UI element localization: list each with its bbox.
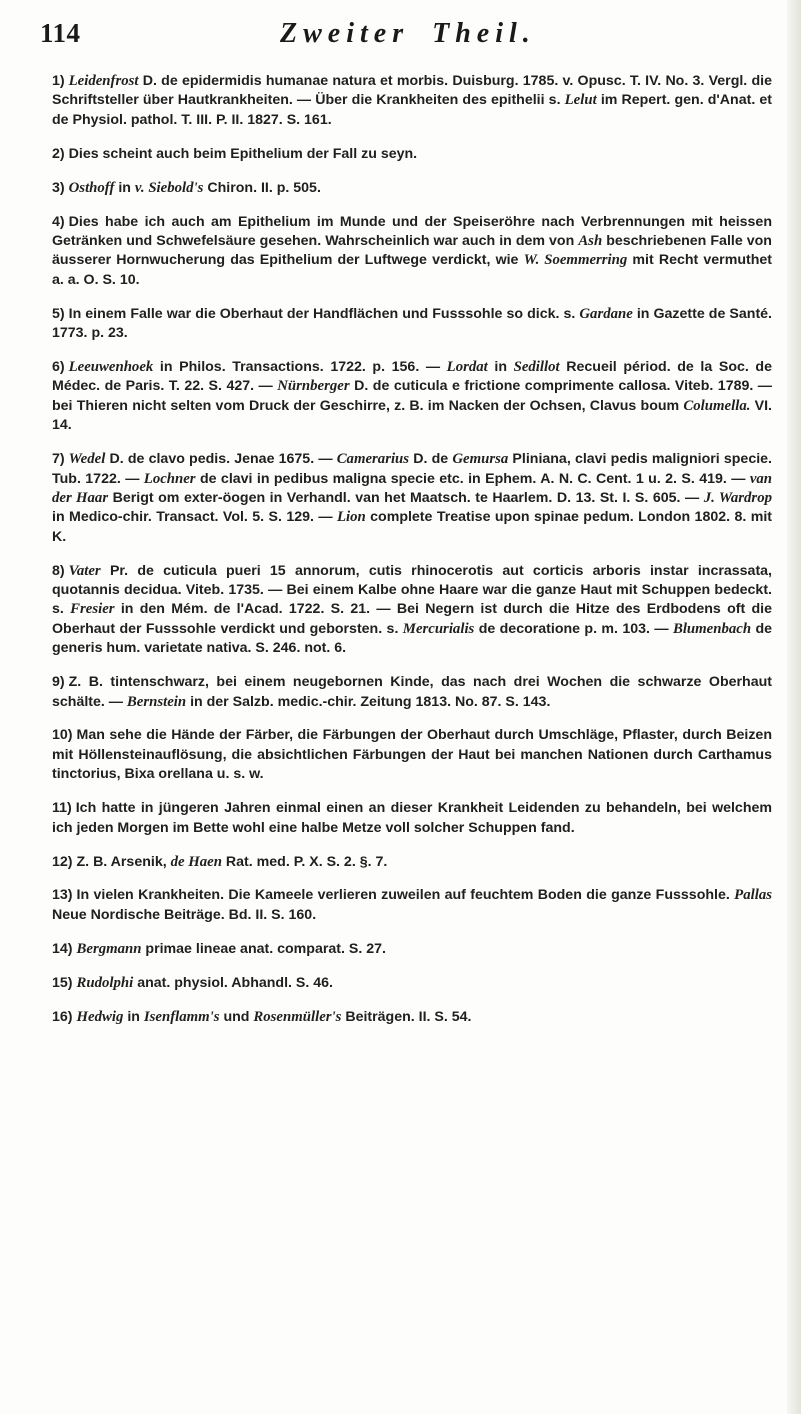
footnote-number: 9) — [52, 674, 65, 691]
footnote-number: 13) — [52, 887, 73, 904]
cited-name: Ash — [578, 232, 603, 249]
cited-name: Sedillot — [513, 358, 560, 375]
footnote-text: Ich hatte in jüngeren Jahren einmal einen an dieser Krankheit Leidenden zu behandeln, bei welchem ich jeden Morgen im Bette wohl eine halbe Metze voll solcher Schuppen fand. — [52, 800, 772, 836]
footnote-text: beschriebenen Falle von äusserer Hornwucherung das Epithelium der Luftwege verdickt, wie — [52, 232, 772, 269]
footnote — [52, 72, 772, 130]
footnote — [52, 974, 772, 993]
footnote-number: 11) — [52, 800, 72, 817]
cited-name: Osthoff — [68, 179, 115, 196]
cited-name: van der Haar — [52, 470, 773, 506]
footnote-text: VI. 14. — [52, 397, 772, 434]
cited-name: Fresier — [70, 601, 115, 618]
footnote-text: Dies habe ich auch am Epithelium im Munde und der Speiseröhre nach Verbrennungen mit heissen Getränken und Schwefelsäure gesehen. Wahrscheinlich war auch in dem von — [52, 213, 772, 249]
cited-name: Lochner — [143, 470, 196, 487]
footnote-text: anat. physiol. Abhandl. S. 46. — [133, 974, 333, 991]
footnote-text: Chiron. II. p. 505. — [203, 179, 321, 196]
cited-name: Lelut — [564, 92, 597, 109]
footnote-number: 8) — [52, 562, 65, 579]
footnote-text: D. de — [409, 451, 453, 468]
footnote-text: primae lineae anat. comparat. S. 27. — [141, 940, 386, 957]
cited-name: de Haen — [170, 853, 222, 870]
footnote — [52, 179, 772, 198]
cited-name: Leidenfrost — [68, 73, 139, 89]
footnote-text: Pr. de cuticula pueri 15 annorum, cutis rhinocerotis aut corticis arboris instar incrassata, quotannis decidua. Viteb. 1735. — Bei einem Kalbe ohne Haare war die ganze Haut mit Schuppen bedeckt. s. — [52, 562, 772, 618]
footnote-number: 7) — [52, 451, 65, 468]
cited-name: Bergmann — [76, 940, 142, 957]
cited-name: v. Siebold's — [134, 179, 204, 196]
footnote — [52, 450, 772, 547]
footnote-number: 10) — [52, 727, 73, 744]
footnote-text: in Gazette de Santé. 1773. p. 23. — [52, 305, 772, 342]
footnote-text: in Medico-chir. Transact. Vol. 5. S. 129. — — [52, 509, 337, 526]
footnote — [52, 886, 772, 925]
cited-name: Lion — [336, 509, 366, 526]
page-header — [40, 18, 780, 58]
cited-name: Bernstein — [126, 693, 187, 710]
footnote — [52, 358, 772, 436]
cited-name: Gemursa — [452, 451, 509, 468]
footnote — [52, 213, 772, 291]
footnote-text: Z. B. Arsenik, — [76, 853, 171, 870]
footnotes-list — [52, 72, 772, 1041]
cited-name: Pallas — [734, 887, 772, 904]
footnote — [52, 726, 772, 784]
footnote — [52, 799, 772, 838]
page-edge-shadow — [787, 0, 801, 1414]
footnote-text: complete Treatise upon spinae pedum. London 1802. 8. mit K. — [52, 509, 772, 545]
footnote-number: 5) — [52, 305, 65, 322]
footnote-text: in — [123, 1008, 144, 1025]
footnote-number: 15) — [52, 974, 73, 991]
footnote-text: Berigt om exter-öogen in Verhandl. van het Maatsch. te Haarlem. D. 13. St. I. S. 605. — — [108, 489, 704, 506]
footnote-text: Z. B. tintenschwarz, bei einem neugebornen Kinde, das nach drei Wochen die schwarze Oberhaut schälte. — — [52, 674, 772, 710]
footnote-text: In vielen Krankheiten. Die Kameele verlieren zuweilen auf feuchtem Boden die ganze Fusssohle. — [76, 887, 735, 904]
footnote-number: 16) — [52, 1008, 73, 1025]
footnote — [52, 145, 772, 164]
page-number: 114 — [40, 18, 81, 48]
cited-name: Mercurialis — [402, 620, 475, 637]
footnote-number: 3) — [52, 179, 65, 196]
cited-name: Vater — [68, 562, 101, 579]
footnote-text: D. de clavo pedis. Jenae 1675. — — [105, 451, 337, 468]
footnote-text: Neue Nordische Beiträge. Bd. II. S. 160. — [52, 906, 317, 923]
footnote-text: de clavi in pedibus maligna specie etc. in Ephem. A. N. C. Cent. 1 u. 2. S. 419. — — [195, 470, 750, 487]
footnote-number: 4) — [52, 213, 65, 230]
cited-name: Blumenbach — [672, 620, 752, 637]
footnote-number: 12) — [52, 853, 73, 870]
footnote-number: 1) — [52, 73, 65, 89]
footnote-text: in der Salzb. medic.-chir. Zeitung 1813. No. 87. S. 143. — [186, 693, 551, 710]
cited-name: W. Soemmerring — [523, 252, 628, 269]
footnote — [52, 853, 772, 872]
cited-name: Hedwig — [76, 1008, 124, 1025]
footnote-text: im Repert. gen. d'Anat. et de Physiol. pathol. T. III. P. II. 1827. S. 161. — [52, 92, 773, 128]
cited-name: Isenflamm's — [143, 1008, 220, 1025]
cited-name: Leeuwenhoek — [68, 358, 154, 375]
footnote-text: de decoratione p. m. 103. — — [474, 620, 673, 637]
footnote-number: 14) — [52, 940, 73, 957]
cited-name: Nürnberger — [277, 378, 350, 395]
cited-name: Rosenmüller's — [253, 1008, 342, 1025]
cited-name: Gardane — [579, 305, 633, 322]
footnote-text: und — [219, 1008, 254, 1025]
footnote — [52, 940, 772, 959]
footnote — [52, 305, 772, 344]
footnote-text: D. de epidermidis humanae natura et morbis. Duisburg. 1785. v. Opusc. T. IV. No. 3. Vergl. die Schriftsteller über Hautkrankheiten. — Über die Krankheiten des epithelii s. — [52, 73, 772, 109]
footnote-text: Beiträgen. II. S. 54. — [341, 1008, 472, 1025]
footnote — [52, 562, 772, 659]
footnote-text: in den Mém. de l'Acad. 1722. S. 21. — Bei Negern ist durch die Hitze des Erdbodens oft die Oberhaut der Fusssohle verdickt und geborsten. s. — [52, 601, 772, 637]
running-head: Zweiter Theil. — [280, 18, 536, 49]
footnote-text: in — [114, 179, 135, 196]
cited-name: Wedel — [68, 451, 106, 468]
cited-name: J. Wardrop — [703, 489, 772, 506]
footnote-text: D. de cuticula e frictione comprimente callosa. Viteb. 1789. — bei Thieren nicht selten vom Druck der Geschirre, z. B. im Nacken der Ochsen, Clavus boum — [52, 378, 772, 414]
footnote-text: Man sehe die Hände der Färber, die Färbungen der Oberhaut durch Umschläge, Pflaster, durch Beizen mit Höllensteinauflösung, die absichtlichen Färbungen der Haut bei manchen Nationen durch Carthamus tinctorius, Bixa orellana u. s. w. — [52, 727, 772, 783]
cited-name: Camerarius — [336, 451, 410, 468]
footnote-text: Dies scheint auch beim Epithelium der Fall zu seyn. — [68, 145, 418, 162]
footnote-text: in — [487, 358, 514, 375]
footnote-text: In einem Falle war die Oberhaut der Handflächen und Fusssohle so dick. s. — [68, 305, 580, 322]
footnote — [52, 673, 772, 712]
footnote-number: 6) — [52, 358, 65, 375]
footnote-text: de generis hum. varietate nativa. S. 246. not. 6. — [52, 620, 773, 657]
footnote-number: 2) — [52, 145, 65, 162]
footnote-text: Pliniana, clavi pedis maligniori specie. Tub. 1722. — — [52, 451, 772, 487]
footnote — [52, 1008, 772, 1027]
cited-name: Lordat — [446, 358, 488, 375]
footnote-text: mit Recht vermuthet a. a. O. S. 10. — [52, 252, 772, 288]
footnote-text: in Philos. Transactions. 1722. p. 156. — — [153, 358, 447, 375]
cited-name: Columella. — [683, 397, 751, 414]
cited-name: Rudolphi — [76, 974, 134, 991]
footnote-text: Rat. med. P. X. S. 2. §. 7. — [221, 853, 388, 870]
footnote-text: Recueil périod. de la Soc. de Médec. de Paris. T. 22. S. 427. — — [52, 358, 772, 395]
